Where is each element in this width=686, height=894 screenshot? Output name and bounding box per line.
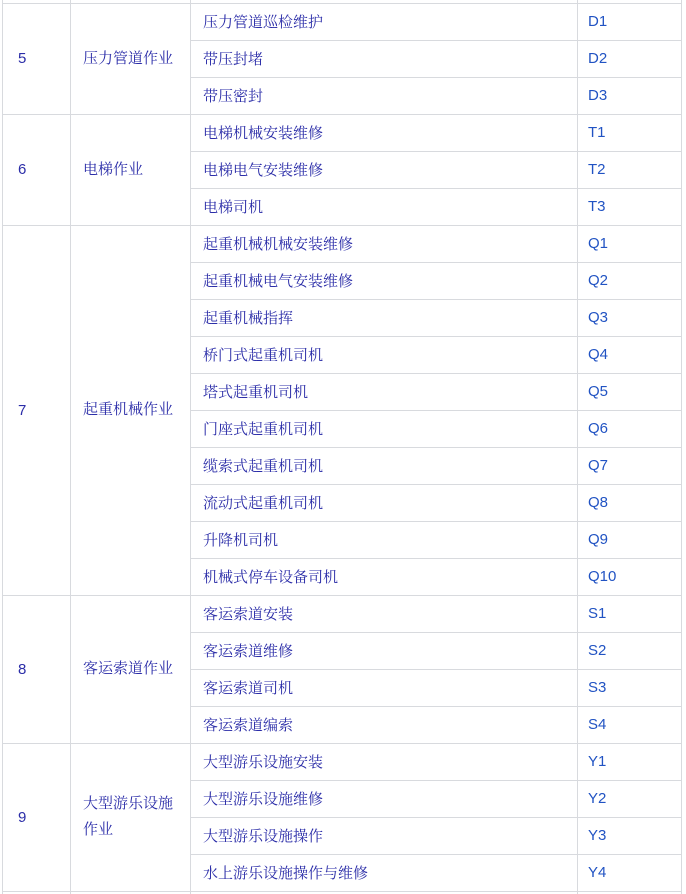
- item-name: 电梯电气安装维修: [191, 151, 578, 188]
- item-name: 电梯机械安装维修: [191, 114, 578, 151]
- item-name: 客运索道编索: [191, 706, 578, 743]
- item-name: 大型游乐设施操作: [191, 817, 578, 854]
- item-code: Q9: [578, 521, 682, 558]
- item-code: T2: [578, 151, 682, 188]
- item-code: D3: [578, 77, 682, 114]
- item-name: 带压密封: [191, 77, 578, 114]
- item-code: S1: [578, 595, 682, 632]
- item-name: 客运索道安装: [191, 595, 578, 632]
- item-code: Q6: [578, 410, 682, 447]
- item-name: 桥门式起重机司机: [191, 336, 578, 373]
- item-code: Q5: [578, 373, 682, 410]
- group-index: 6: [3, 114, 71, 225]
- item-code: Q2: [578, 262, 682, 299]
- item-code: Y3: [578, 817, 682, 854]
- table-row: [3, 3, 682, 40]
- group-category: 电梯作业: [71, 114, 191, 225]
- certification-categories-table: [2, 0, 682, 894]
- item-name: 机械式停车设备司机: [191, 558, 578, 595]
- item-code: S3: [578, 669, 682, 706]
- item-code: Q10: [578, 558, 682, 595]
- item-code: S2: [578, 632, 682, 669]
- item-code: T1: [578, 114, 682, 151]
- item-code: D1: [578, 3, 682, 40]
- item-name: 大型游乐设施维修: [191, 780, 578, 817]
- group-category: 起重机械作业: [71, 225, 191, 595]
- item-name: 流动式起重机司机: [191, 484, 578, 521]
- item-name: 升降机司机: [191, 521, 578, 558]
- item-name: 塔式起重机司机: [191, 373, 578, 410]
- item-code: Q7: [578, 447, 682, 484]
- table-row: [3, 114, 682, 151]
- table-row: [3, 595, 682, 632]
- item-code: Q1: [578, 225, 682, 262]
- item-name: 带压封堵: [191, 40, 578, 77]
- item-name: 水上游乐设施操作与维修: [191, 854, 578, 891]
- item-name: 大型游乐设施安装: [191, 743, 578, 780]
- item-code: S4: [578, 706, 682, 743]
- item-code: T3: [578, 188, 682, 225]
- group-category: 压力管道作业: [71, 3, 191, 114]
- item-code: Q4: [578, 336, 682, 373]
- table-row: [3, 743, 682, 780]
- item-name: 起重机械机械安装维修: [191, 225, 578, 262]
- item-code: Q8: [578, 484, 682, 521]
- item-name: 起重机械电气安装维修: [191, 262, 578, 299]
- item-code: Y1: [578, 743, 682, 780]
- item-name: 压力管道巡检维护: [191, 3, 578, 40]
- group-index: 8: [3, 595, 71, 743]
- item-code: Y2: [578, 780, 682, 817]
- group-index: 7: [3, 225, 71, 595]
- item-name: 缆索式起重机司机: [191, 447, 578, 484]
- group-category: 大型游乐设施作业: [71, 743, 191, 891]
- item-name: 客运索道维修: [191, 632, 578, 669]
- item-code: Q3: [578, 299, 682, 336]
- item-name: 门座式起重机司机: [191, 410, 578, 447]
- item-name: 电梯司机: [191, 188, 578, 225]
- group-category: 客运索道作业: [71, 595, 191, 743]
- table-row: [3, 225, 682, 262]
- item-code: D2: [578, 40, 682, 77]
- group-index: 5: [3, 3, 71, 114]
- item-name: 起重机械指挥: [191, 299, 578, 336]
- item-code: Y4: [578, 854, 682, 891]
- group-index: 9: [3, 743, 71, 891]
- item-name: 客运索道司机: [191, 669, 578, 706]
